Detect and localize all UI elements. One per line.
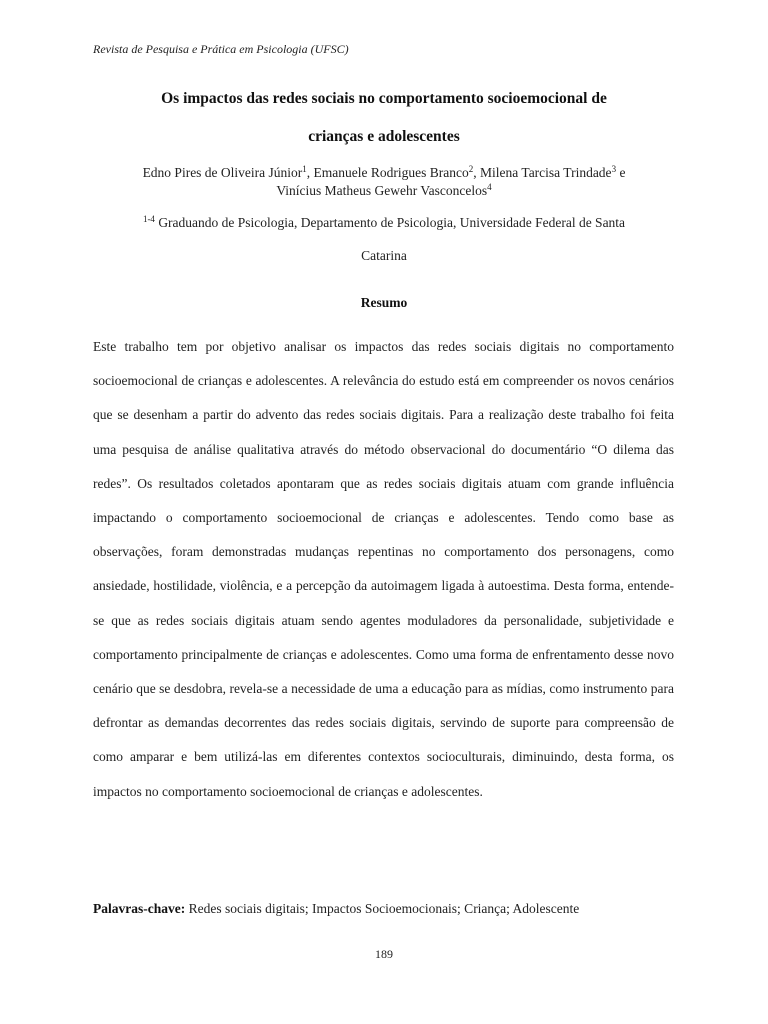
author-name: Milena Tarcisa Trindade xyxy=(480,165,612,180)
abstract-body: Este trabalho tem por objetivo analisar os impactos das redes sociais digitais no comportamento socioemocional de crianças e adolescentes. A relevância do estudo está em compreender os novos cenários que se desenham a partir do advento das redes sociais digitais. Para a realização deste trabalho foi feita uma pesquisa de análise qualitativa através do método observacional do documentário “O dilema das redes”. Os resultados coletados apontaram que as redes sociais digitais atuam com grande influência impactando o comportamento socioemocional de crianças e adolescentes. Tendo como base as observações, foram demonstradas mudanças repentinas no comportamento dos personagens, como ansiedade, hostilidade, violência, e a percepção da autoimagem ligada à autoestima. Desta forma, entende-se que as redes sociais digitais atuam sendo agentes moduladores da personalidade, subjetividade e comportamento principalmente de crianças e adolescentes. Como uma forma de enfrentamento desse novo cenário que se desdobra, revela-se a necessidade de uma a educação para as mídias, como instrumento para defrontar as demandas decorrentes das redes sociais digitais, servindo de suporte para compreensão de como amparar e bem utilizá-las em diferentes contextos socioculturais, diminuindo, desta forma, os impactos no comportamento socioemocional de crianças e adolescentes. xyxy=(93,339,674,799)
author-name: Vinícius Matheus Gewehr Vasconcelos xyxy=(276,183,488,198)
keywords xyxy=(93,901,579,917)
affiliation-mark: 1-4 xyxy=(142,214,155,224)
affiliation-line-2: Catarina xyxy=(361,248,407,263)
author-affiliation-mark: 2 xyxy=(468,164,474,174)
author-conjunction: e xyxy=(616,165,626,180)
keywords-label: Palavras-chave: xyxy=(93,901,186,916)
affiliation-line-1 xyxy=(60,215,708,231)
author-list-continued xyxy=(60,183,708,199)
author-affiliation-mark: 1 xyxy=(302,164,307,174)
author-list xyxy=(60,165,708,181)
keywords-text: Redes sociais digitais; Impactos Socioemocionais; Criança; Adolescente xyxy=(188,901,580,916)
abstract-heading: Resumo xyxy=(360,295,408,310)
author-affiliation-mark: 4 xyxy=(487,182,492,192)
author-name: Emanuele Rodrigues Branco xyxy=(313,165,469,180)
author-separator: , xyxy=(306,165,314,180)
author-separator: , xyxy=(473,165,481,180)
affiliation-text: Graduando de Psicologia, Departamento de Psicologia, Universidade Federal de Santa xyxy=(154,215,626,230)
author-affiliation-mark: 3 xyxy=(611,164,617,174)
page-number: 189 xyxy=(375,947,393,961)
author-name: Edno Pires de Oliveira Júnior xyxy=(142,165,303,180)
article-title-line-1: Os impactos das redes sociais no comportamento socioemocional de xyxy=(161,90,607,107)
journal-header: Revista de Pesquisa e Prática em Psicologia (UFSC) xyxy=(93,42,349,56)
article-title-line-2: crianças e adolescentes xyxy=(308,128,460,145)
